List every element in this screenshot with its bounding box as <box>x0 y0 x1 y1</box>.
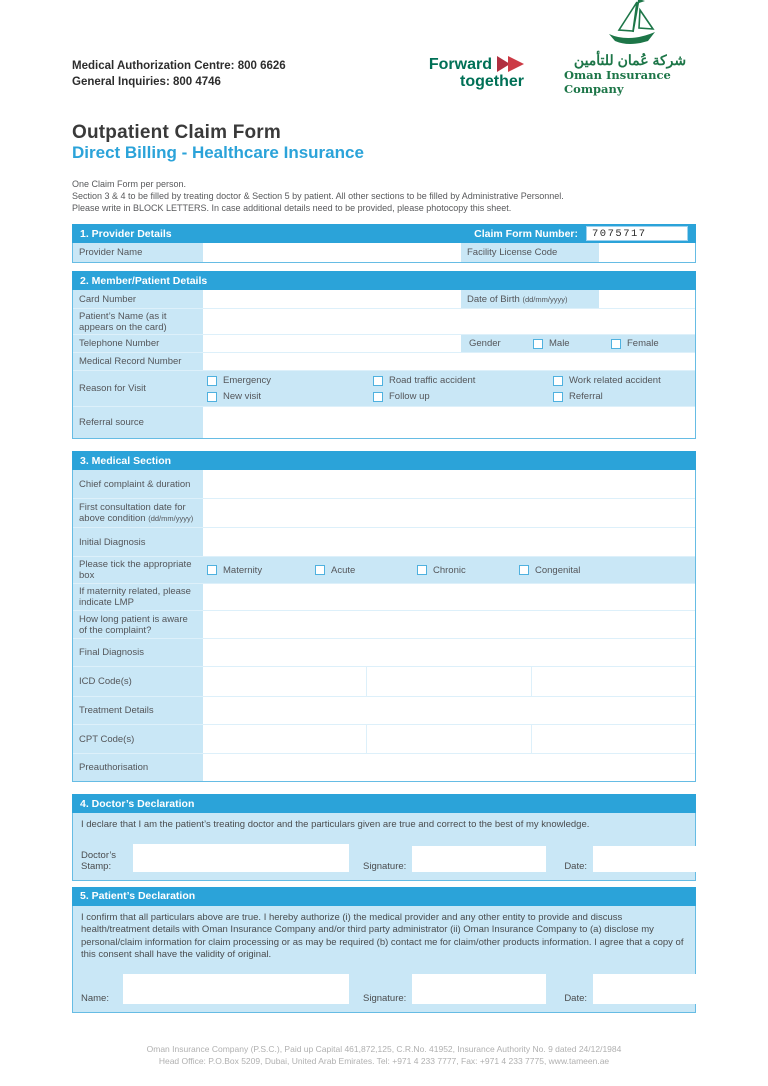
road-traffic-accident-label: Road traffic accident <box>389 375 476 386</box>
gender-field <box>461 335 695 352</box>
chief-complaint-label: Chief complaint & duration <box>73 470 203 498</box>
medical-record-number-label: Medical Record Number <box>73 353 203 370</box>
cpt-codes-label: CPT Code(s) <box>73 725 203 753</box>
cpt-code-input-1[interactable] <box>203 725 366 753</box>
section5-body <box>72 906 696 1013</box>
doctor-date-label: Date: <box>564 860 588 872</box>
provider-name-input[interactable] <box>203 243 461 262</box>
instruction-line-2: Section 3 & 4 to be filled by treating doctor & Section 5 by patient. All other sections to be filled by Administrative Personnel. <box>72 191 564 201</box>
page-footer <box>72 1043 696 1067</box>
maternity-label: Maternity <box>223 564 263 576</box>
patient-declaration-text: I confirm that all particulars above are true. I hereby authorize (i) the medical provider and any other entity to provide and discuss health/treatment details with Oman Insurance Company and/or third party administrator (ii) Oman Insurance Company to (a) disclose my personal/claim information for claim processing or as may be required (b) contact me for claim/other products information. I agree that a copy of this consent shall have the validity of original. <box>81 911 684 960</box>
first-consultation-date-label: First consultation date for above condition (dd/mm/yyyy) <box>73 499 203 527</box>
chief-complaint-input[interactable] <box>203 470 695 498</box>
gender-female-checkbox[interactable] <box>611 339 621 349</box>
patient-date-box[interactable] <box>593 974 711 1004</box>
work-related-accident-label: Work related accident <box>569 375 661 386</box>
logo-arabic-text: شركة عُمان للتأمين <box>573 52 687 68</box>
forward-together-tagline <box>429 55 526 90</box>
reason-for-visit-label: Reason for Visit <box>73 371 203 406</box>
section2-title: 2. Member/Patient Details <box>80 274 208 287</box>
acute-checkbox[interactable] <box>315 565 325 575</box>
initial-diagnosis-label: Initial Diagnosis <box>73 528 203 556</box>
section-patients-declaration <box>72 887 696 1013</box>
new-visit-label: New visit <box>223 391 262 402</box>
referral-checkbox[interactable] <box>553 392 563 402</box>
claim-form-number-value[interactable]: 7075717 <box>586 226 688 241</box>
patient-signature-box[interactable] <box>412 974 546 1004</box>
telephone-number-input[interactable] <box>203 335 461 352</box>
final-diagnosis-label: Final Diagnosis <box>73 639 203 666</box>
logo-english-text: Oman Insurance Company <box>564 68 671 96</box>
chronic-label: Chronic <box>433 564 466 576</box>
gender-male-checkbox[interactable] <box>533 339 543 349</box>
instructions <box>72 178 696 214</box>
final-diagnosis-input[interactable] <box>203 639 695 666</box>
treatment-details-input[interactable] <box>203 697 695 724</box>
preauthorisation-label: Preauthorisation <box>73 754 203 781</box>
footer-line-1: Oman Insurance Company (P.S.C.), Paid up Capital 461,872,125, C.R.No. 41952, Insurance Authority No. 9 dated 24/12/1984 <box>146 1043 622 1054</box>
reason-for-visit-options <box>203 371 695 406</box>
chronic-checkbox[interactable] <box>417 565 427 575</box>
page-header <box>72 0 696 96</box>
section1-title: 1. Provider Details <box>80 227 172 240</box>
referral-source-label: Referral source <box>73 407 203 438</box>
section4-body <box>72 813 696 881</box>
work-related-accident-checkbox[interactable] <box>553 376 563 386</box>
lmp-label: If maternity related, please indicate LMP <box>73 584 203 610</box>
section3-body <box>72 470 696 782</box>
tagline-line2: together <box>460 73 524 90</box>
facility-license-code-input[interactable] <box>599 243 695 262</box>
doctor-stamp-box[interactable] <box>133 844 349 872</box>
oman-insurance-logo <box>564 0 696 96</box>
title-block <box>72 122 696 162</box>
referral-label: Referral <box>569 391 603 402</box>
card-number-input[interactable] <box>203 290 461 308</box>
complaint-awareness-input[interactable] <box>203 611 695 638</box>
section4-header <box>72 794 696 813</box>
section4-title: 4. Doctor’s Declaration <box>80 797 195 810</box>
telephone-number-label: Telephone Number <box>73 335 203 352</box>
logos <box>429 0 696 96</box>
emergency-label: Emergency <box>223 375 272 386</box>
section2-header <box>72 271 696 290</box>
general-inquiries-line: General Inquiries: 800 4746 <box>72 76 221 88</box>
section1-header <box>72 224 696 243</box>
patient-signature-row <box>81 974 687 1004</box>
instruction-line-3: Please write in BLOCK LETTERS. In case additional details need to be provided, please photocopy this sheet. <box>72 203 512 213</box>
doctor-signature-label: Signature: <box>363 860 407 872</box>
new-visit-checkbox[interactable] <box>207 392 217 402</box>
section3-header <box>72 451 696 470</box>
section3-title: 3. Medical Section <box>80 454 172 467</box>
patient-name-row-label: Name: <box>81 992 109 1004</box>
medical-record-number-input[interactable] <box>203 353 695 370</box>
first-consultation-date-input[interactable] <box>203 499 695 527</box>
authorization-centre-line: Medical Authorization Centre: 800 6626 <box>72 60 286 72</box>
gender-male-label: Male <box>549 338 570 349</box>
gender-female-label: Female <box>627 338 659 349</box>
congenital-checkbox[interactable] <box>519 565 529 575</box>
facility-license-code-label: Facility License Code <box>461 243 599 262</box>
card-number-label: Card Number <box>73 290 203 308</box>
follow-up-label: Follow up <box>389 391 430 402</box>
section-medical <box>72 451 696 782</box>
section2-body <box>72 290 696 439</box>
cpt-code-input-2[interactable] <box>367 725 530 753</box>
cpt-code-input-3[interactable] <box>532 725 695 753</box>
doctor-stamp-label: Doctor’s Stamp: <box>81 849 117 872</box>
doctor-signature-row <box>81 844 687 872</box>
patient-signature-label: Signature: <box>363 992 407 1004</box>
complaint-awareness-label: How long patient is aware of the complaint? <box>73 611 203 638</box>
icd-code-input-1[interactable] <box>203 667 366 696</box>
acute-label: Acute <box>331 564 356 576</box>
instruction-line-1: One Claim Form per person. <box>72 179 187 189</box>
treatment-details-label: Treatment Details <box>73 697 203 724</box>
date-of-birth-input[interactable] <box>599 290 695 308</box>
patient-name-label: Patient’s Name (as it appears on the card) <box>73 309 203 334</box>
condition-type-options <box>203 557 695 583</box>
icd-code-input-3[interactable] <box>532 667 695 696</box>
doctor-declaration-text: I declare that I am the patient’s treating doctor and the particulars given are true and correct to the best of my knowledge. <box>81 819 590 830</box>
cpt-codes-inputs <box>203 725 695 753</box>
preauthorisation-input[interactable] <box>203 754 695 781</box>
form-subtitle: Direct Billing - Healthcare Insurance <box>72 143 364 162</box>
doctor-signature-box[interactable] <box>412 846 546 872</box>
initial-diagnosis-input[interactable] <box>203 528 695 556</box>
congenital-label: Congenital <box>535 564 581 576</box>
section-provider-details <box>72 224 696 263</box>
section-doctors-declaration <box>72 794 696 881</box>
contact-info <box>72 58 286 90</box>
icd-codes-label: ICD Code(s) <box>73 667 203 696</box>
section-member-patient-details <box>72 271 696 439</box>
provider-name-label: Provider Name <box>73 243 203 262</box>
section5-header <box>72 887 696 906</box>
emergency-checkbox[interactable] <box>207 376 217 386</box>
claim-form-number-label: Claim Form Number: <box>474 227 578 240</box>
icd-code-input-2[interactable] <box>367 667 530 696</box>
maternity-checkbox[interactable] <box>207 565 217 575</box>
doctor-date-box[interactable] <box>593 846 711 872</box>
lmp-input[interactable] <box>203 584 695 610</box>
follow-up-checkbox[interactable] <box>373 392 383 402</box>
referral-source-input[interactable] <box>203 407 695 438</box>
date-of-birth-label: Date of Birth (dd/mm/yyyy) <box>461 290 599 308</box>
forward-arrow-icon <box>496 55 526 73</box>
section5-title: 5. Patient’s Declaration <box>80 890 196 902</box>
patient-name-input[interactable] <box>203 309 695 334</box>
tick-appropriate-box-label: Please tick the appropriate box <box>73 557 203 583</box>
patient-date-label: Date: <box>564 992 588 1004</box>
section1-body <box>72 243 696 263</box>
gender-label: Gender <box>469 338 501 349</box>
footer-line-2: Head Office: P.O.Box 5209, Dubai, United Arab Emirates. Tel: +971 4 233 7777, Fax: +971 4 233 7775, www.tameen.ae <box>158 1055 610 1066</box>
icd-codes-inputs <box>203 667 695 696</box>
tagline-line1: Forward <box>428 55 492 73</box>
dhow-ship-icon <box>599 0 661 52</box>
form-title: Outpatient Claim Form <box>72 122 281 143</box>
road-traffic-accident-checkbox[interactable] <box>373 376 383 386</box>
patient-name-box[interactable] <box>123 974 349 1004</box>
